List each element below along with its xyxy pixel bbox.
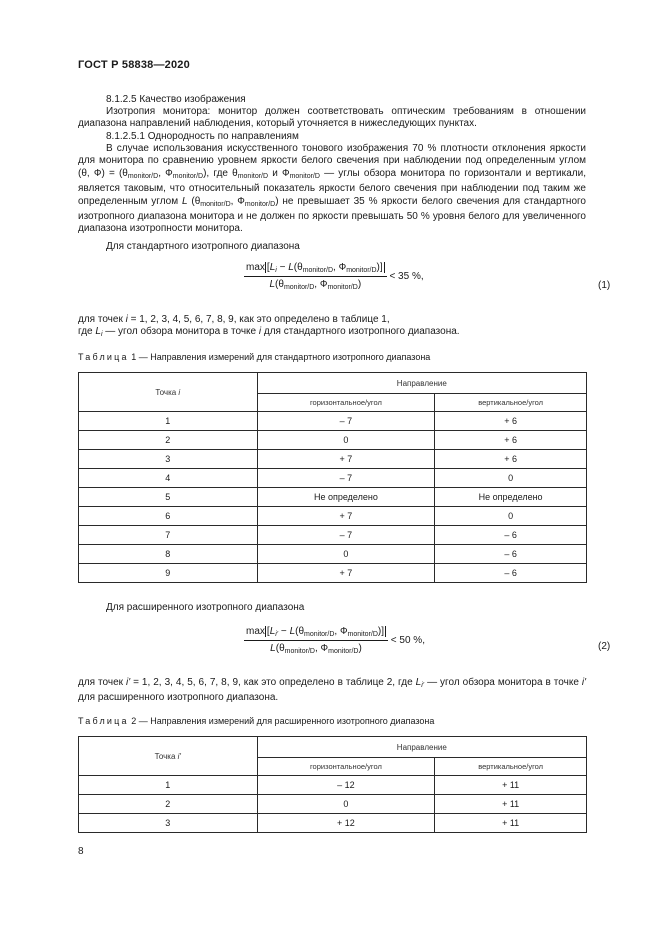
table-row: 3 + 12 + 11 xyxy=(79,814,587,833)
table-1-header-horizontal: горизонтальное/угол xyxy=(257,394,435,412)
table-row: 9 + 7 – 6 xyxy=(79,564,587,583)
table-2-header-vertical: вертикальное/угол xyxy=(435,758,587,776)
formula-1: $\frac{\max [L_i - L(\theta_{monitor/D}, Ф_{monitor/D})]}{L(\theta_{monitor/D}, Ф_{monitor/D})}$ < 35 %, xyxy=(246,262,424,291)
table-row: 3 + 7 + 6 xyxy=(79,450,587,469)
paragraph-after-formula-2: для точек i' = 1, 2, 3, 4, 5, 6, 7, 8, 9, как это определено в таблице 2, где $L_{i'}$ — угол обзора монитора в точке i' для расширенного изотропного диапазона. xyxy=(78,677,586,704)
table-1 xyxy=(78,372,587,583)
formula-2-number: (2) xyxy=(598,641,611,652)
document-header: ГОСТ Р 58838—2020 xyxy=(78,59,190,71)
section-title-image-quality: 8.1.2.5 Качество изображения xyxy=(106,94,246,105)
table-1-header-direction: Направление xyxy=(257,373,586,394)
table-row: 1 – 12 + 11 xyxy=(79,776,587,795)
formula-2: $\frac{\max [L_{i'} - L(\theta_{monitor/D}, Ф_{monitor/D})]}{L(\theta_{monitor/D}, Ф_{monitor/D})}$ < 50 %, xyxy=(246,626,425,655)
table-1-caption: Таблица 1 — Направления измерений для стандартного изотропного диапазона xyxy=(78,352,431,362)
table-row: 4 – 7 0 xyxy=(79,469,587,488)
table-row: 2 0 + 11 xyxy=(79,795,587,814)
table-row: 6 + 7 0 xyxy=(79,507,587,526)
table-row: 7 – 7 – 6 xyxy=(79,526,587,545)
table-2-caption: Таблица 2 — Направления измерений для расширенного изотропного диапазона xyxy=(78,716,435,726)
section-title-uniformity: 8.1.2.5.1 Однородность по направлениям xyxy=(106,131,299,142)
page-number: 8 xyxy=(78,846,84,857)
table-1-header-vertical: вертикальное/угол xyxy=(435,394,587,412)
table-row: 8 0 – 6 xyxy=(79,545,587,564)
label-standard-range: Для стандартного изотропного диапазона xyxy=(106,241,300,252)
table-1-header-point: Точка i xyxy=(79,373,258,412)
table-2-header-point: Точка i' xyxy=(79,737,258,776)
table-2 xyxy=(78,736,587,833)
table-2-header-horizontal: горизонтальное/угол xyxy=(257,758,435,776)
table-row: 5 Не определено Не определено xyxy=(79,488,587,507)
paragraph-uniformity: В случае использования искусственного тонового изображения 70 % плотности отклонения яркости для монитора по сравнению уровнем яркости белого свечения при наблюдении под определенным углом (θ, $Ф) = (\theta_{monitor/D}$, $Ф_{monitor/D}$), где $\theta_{monitor/D}$ и $Ф_{monitor/D}$ — углы обзора монитора по горизонтали и вертикали, является таковым, что относительный показатель яркости белого свечения при наблюдении под таким же определенным углом L ($\theta_{monitor/D}$, $Ф_{monitor/D}$) не превышает 35 % яркости белого свечения для стандартного изотропного диапазона монитора и не должен по яркости превышать 50 % уровня белого для увеличенного диапазона изотропности монитора. xyxy=(78,143,586,235)
table-2-header-direction: Направление xyxy=(257,737,586,758)
table-row: 2 0 + 6 xyxy=(79,431,587,450)
paragraph-after-formula-1: для точек i = 1, 2, 3, 4, 5, 6, 7, 8, 9, как это определено в таблице 1, где $L_i$ — угол обзора монитора в точке i для стандартного изотропного диапазона. xyxy=(78,314,460,339)
formula-1-number: (1) xyxy=(598,280,611,291)
table-row: 1 – 7 + 6 xyxy=(79,412,587,431)
label-extended-range: Для расширенного изотропного диапазона xyxy=(106,602,305,613)
paragraph-isotropy: Изотропия монитора: монитор должен соответствовать оптическим требованиям в отношении диапазона направлений наблюдения, который уточняется в нижеследующих пунктах. xyxy=(78,106,586,130)
